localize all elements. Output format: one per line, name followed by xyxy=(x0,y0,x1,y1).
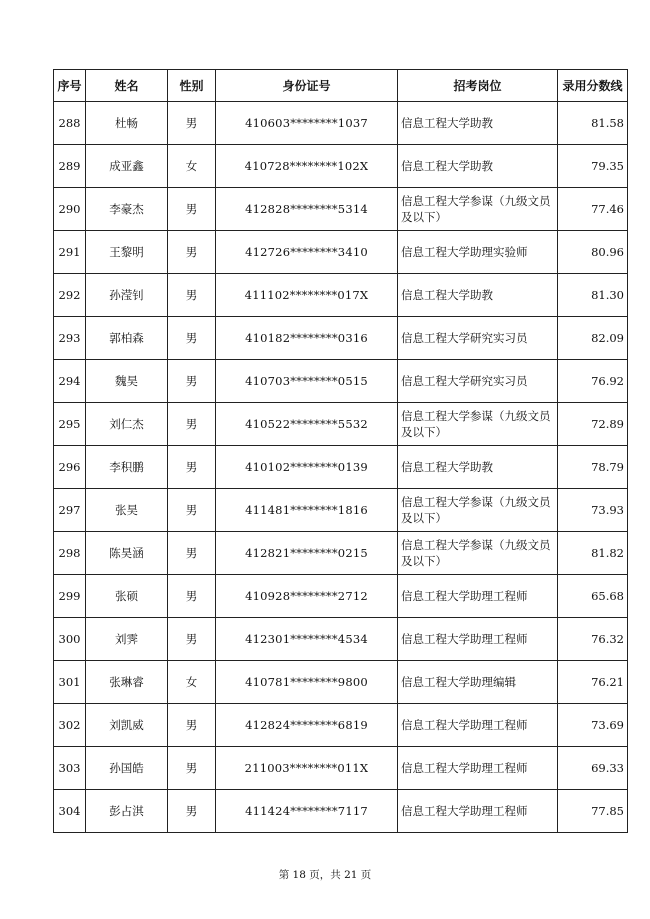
cell-score: 78.79 xyxy=(558,446,628,489)
cell-name: 成亚鑫 xyxy=(86,145,168,188)
cell-gender: 男 xyxy=(168,102,216,145)
cell-gender: 男 xyxy=(168,403,216,446)
cell-score: 81.30 xyxy=(558,274,628,317)
cell-name: 张硕 xyxy=(86,575,168,618)
cell-id-number: 412301********4534 xyxy=(216,618,398,661)
header-serial: 序号 xyxy=(54,70,86,102)
cell-position: 信息工程大学助理工程师 xyxy=(398,575,558,618)
cell-name: 陈昊涵 xyxy=(86,532,168,575)
cell-serial: 290 xyxy=(54,188,86,231)
cell-score: 73.93 xyxy=(558,489,628,532)
cell-position: 信息工程大学助理工程师 xyxy=(398,747,558,790)
cell-name: 刘霁 xyxy=(86,618,168,661)
cell-score: 77.85 xyxy=(558,790,628,833)
cell-position: 信息工程大学参谋（九级文员及以下） xyxy=(398,188,558,231)
header-score: 录用分数线 xyxy=(558,70,628,102)
table-header-row xyxy=(54,70,628,102)
recruitment-score-table xyxy=(53,69,628,833)
cell-name: 孙滢钊 xyxy=(86,274,168,317)
cell-position: 信息工程大学助理工程师 xyxy=(398,704,558,747)
cell-position: 信息工程大学助理实验师 xyxy=(398,231,558,274)
cell-id-number: 411424********7117 xyxy=(216,790,398,833)
cell-id-number: 410703********0515 xyxy=(216,360,398,403)
cell-name: 刘凯威 xyxy=(86,704,168,747)
cell-serial: 294 xyxy=(54,360,86,403)
cell-id-number: 410102********0139 xyxy=(216,446,398,489)
cell-gender: 男 xyxy=(168,274,216,317)
header-id-number: 身份证号 xyxy=(216,70,398,102)
cell-position: 信息工程大学助教 xyxy=(398,145,558,188)
cell-name: 王黎明 xyxy=(86,231,168,274)
cell-serial: 295 xyxy=(54,403,86,446)
cell-serial: 289 xyxy=(54,145,86,188)
cell-gender: 男 xyxy=(168,231,216,274)
cell-id-number: 412824********6819 xyxy=(216,704,398,747)
cell-gender: 男 xyxy=(168,575,216,618)
cell-score: 76.21 xyxy=(558,661,628,704)
cell-id-number: 410781********9800 xyxy=(216,661,398,704)
cell-gender: 男 xyxy=(168,188,216,231)
cell-score: 81.82 xyxy=(558,532,628,575)
table-row xyxy=(54,575,628,618)
cell-id-number: 410522********5532 xyxy=(216,403,398,446)
cell-name: 张琳睿 xyxy=(86,661,168,704)
cell-position: 信息工程大学研究实习员 xyxy=(398,360,558,403)
cell-gender: 男 xyxy=(168,618,216,661)
cell-id-number: 211003********011X xyxy=(216,747,398,790)
table-row xyxy=(54,403,628,446)
cell-score: 65.68 xyxy=(558,575,628,618)
cell-serial: 299 xyxy=(54,575,86,618)
cell-gender: 女 xyxy=(168,145,216,188)
cell-position: 信息工程大学助教 xyxy=(398,274,558,317)
cell-serial: 293 xyxy=(54,317,86,360)
table-row xyxy=(54,661,628,704)
cell-gender: 男 xyxy=(168,790,216,833)
table-row xyxy=(54,188,628,231)
cell-position: 信息工程大学助理编辑 xyxy=(398,661,558,704)
header-name: 姓名 xyxy=(86,70,168,102)
cell-gender: 男 xyxy=(168,360,216,403)
cell-serial: 297 xyxy=(54,489,86,532)
cell-score: 73.69 xyxy=(558,704,628,747)
cell-id-number: 410728********102X xyxy=(216,145,398,188)
cell-id-number: 410928********2712 xyxy=(216,575,398,618)
cell-score: 80.96 xyxy=(558,231,628,274)
table-row xyxy=(54,274,628,317)
cell-id-number: 412726********3410 xyxy=(216,231,398,274)
cell-position: 信息工程大学助理工程师 xyxy=(398,618,558,661)
header-gender: 性别 xyxy=(168,70,216,102)
table-row xyxy=(54,145,628,188)
cell-serial: 291 xyxy=(54,231,86,274)
cell-serial: 304 xyxy=(54,790,86,833)
cell-id-number: 412828********5314 xyxy=(216,188,398,231)
cell-id-number: 411481********1816 xyxy=(216,489,398,532)
table-row xyxy=(54,360,628,403)
cell-position: 信息工程大学参谋（九级文员及以下） xyxy=(398,489,558,532)
cell-position: 信息工程大学研究实习员 xyxy=(398,317,558,360)
table-body xyxy=(54,102,628,833)
cell-gender: 男 xyxy=(168,747,216,790)
cell-score: 72.89 xyxy=(558,403,628,446)
cell-name: 李豪杰 xyxy=(86,188,168,231)
table-row xyxy=(54,747,628,790)
cell-id-number: 412821********0215 xyxy=(216,532,398,575)
cell-name: 杜畅 xyxy=(86,102,168,145)
cell-serial: 302 xyxy=(54,704,86,747)
cell-score: 79.35 xyxy=(558,145,628,188)
page-footer: 第 18 页，共 21 页 xyxy=(278,869,372,881)
cell-serial: 301 xyxy=(54,661,86,704)
cell-name: 张昊 xyxy=(86,489,168,532)
cell-score: 69.33 xyxy=(558,747,628,790)
cell-score: 77.46 xyxy=(558,188,628,231)
cell-serial: 303 xyxy=(54,747,86,790)
cell-gender: 男 xyxy=(168,489,216,532)
cell-gender: 女 xyxy=(168,661,216,704)
header-position: 招考岗位 xyxy=(398,70,558,102)
cell-name: 魏昊 xyxy=(86,360,168,403)
cell-gender: 男 xyxy=(168,446,216,489)
cell-name: 刘仁杰 xyxy=(86,403,168,446)
cell-position: 信息工程大学参谋（九级文员及以下） xyxy=(398,532,558,575)
cell-gender: 男 xyxy=(168,532,216,575)
cell-score: 76.32 xyxy=(558,618,628,661)
cell-serial: 296 xyxy=(54,446,86,489)
cell-serial: 298 xyxy=(54,532,86,575)
cell-name: 李积鹏 xyxy=(86,446,168,489)
cell-id-number: 410182********0316 xyxy=(216,317,398,360)
cell-name: 彭占淇 xyxy=(86,790,168,833)
cell-gender: 男 xyxy=(168,317,216,360)
table-row xyxy=(54,704,628,747)
table-row xyxy=(54,489,628,532)
cell-name: 孙国皓 xyxy=(86,747,168,790)
cell-score: 82.09 xyxy=(558,317,628,360)
cell-gender: 男 xyxy=(168,704,216,747)
cell-name: 郭柏森 xyxy=(86,317,168,360)
cell-score: 81.58 xyxy=(558,102,628,145)
cell-serial: 300 xyxy=(54,618,86,661)
table-row xyxy=(54,231,628,274)
table-row xyxy=(54,317,628,360)
cell-position: 信息工程大学助理工程师 xyxy=(398,790,558,833)
table-row xyxy=(54,618,628,661)
table-row xyxy=(54,790,628,833)
cell-id-number: 410603********1037 xyxy=(216,102,398,145)
cell-score: 76.92 xyxy=(558,360,628,403)
cell-id-number: 411102********017X xyxy=(216,274,398,317)
cell-serial: 292 xyxy=(54,274,86,317)
table-row xyxy=(54,532,628,575)
cell-position: 信息工程大学助教 xyxy=(398,102,558,145)
table-row xyxy=(54,102,628,145)
cell-position: 信息工程大学参谋（九级文员及以下） xyxy=(398,403,558,446)
table-row xyxy=(54,446,628,489)
cell-position: 信息工程大学助教 xyxy=(398,446,558,489)
cell-serial: 288 xyxy=(54,102,86,145)
